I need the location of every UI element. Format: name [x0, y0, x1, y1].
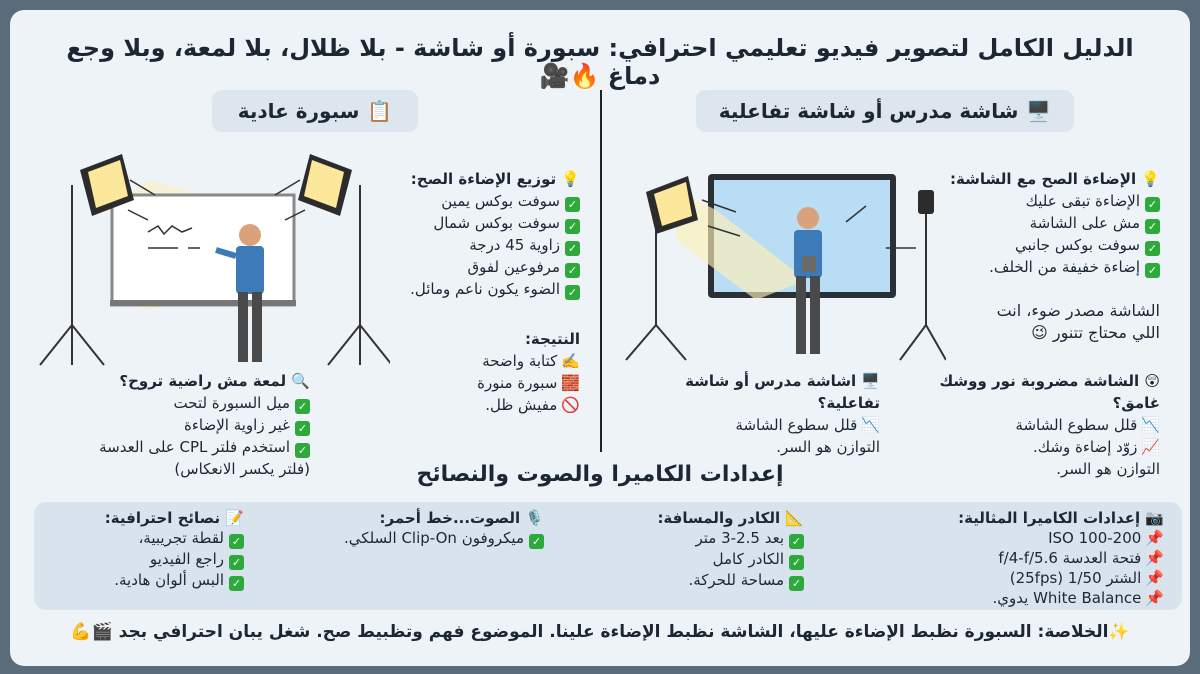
list-item: ✓الكادر كامل [644, 549, 804, 570]
list-item: ✓لقطة تجريبية، [84, 528, 244, 549]
check-icon: ✓ [565, 285, 580, 300]
whiteboard-header [212, 90, 418, 132]
list-item: ✓مساحة للحركة. [644, 570, 804, 591]
check-icon: ✓ [789, 534, 804, 549]
infographic-card [10, 10, 1190, 666]
list-item: ✓غير زاوية الإضاءة [70, 414, 310, 436]
screen-question-heading: 🖥️ اشاشة مدرس أو شاشة تفاعلية؟ [685, 372, 880, 412]
camera-settings-column [914, 508, 1164, 608]
balance-note: التوازن هو السر. [776, 438, 880, 456]
list-item: ✓استخدم فلتر CPL على العدسة [70, 436, 310, 458]
whiteboard-glare-list [70, 370, 310, 480]
settings-section-title: إعدادات الكاميرا والصوت والنصائح [416, 462, 784, 487]
list-item: 📈زوّد إضاءة وشك. [1033, 438, 1160, 456]
framing-heading: 📐 الكادر والمسافة: [657, 509, 804, 527]
list-item: 📉قلل سطوع الشاشة [1015, 416, 1160, 434]
chart-up-icon: 📈 [1141, 438, 1160, 456]
list-item: ✓ميكروفون Clip-On السلكي. [314, 528, 544, 549]
check-icon: ✓ [229, 555, 244, 570]
list-item: ✓سوفت بوكس يمين [390, 190, 580, 212]
list-item: ✍️كتابة واضحة [482, 352, 580, 370]
list-item: 🚫مفيش ظل. [485, 396, 580, 414]
glare-note: (فلتر يكسر الانعكاس) [174, 460, 310, 478]
whiteboard-lighting-list [390, 168, 580, 300]
tips-heading: 📝 نصائح احترافية: [104, 509, 244, 527]
list-item: ✓بعد 2.5-3 متر [644, 528, 804, 549]
check-icon: ✓ [789, 576, 804, 591]
clipboard-icon: 📋 [367, 99, 393, 123]
pin-icon: 📌 [1145, 529, 1164, 547]
list-item: ✓مرفوعين لفوق [390, 256, 580, 278]
check-icon: ✓ [1145, 263, 1160, 278]
list-item: ✓البس ألوان هادية. [84, 570, 244, 591]
list-item: ✓سوفت بوكس جانبي [930, 234, 1160, 256]
monitor-icon: 🖥️ [1026, 99, 1052, 123]
list-item: 📉قلل سطوع الشاشة [735, 416, 880, 434]
page-title: الدليل الكامل لتصوير فيديو تعليمي احترافي: سبورة أو شاشة - بلا ظلال، بلا لمعة، وبلا وجع دماغ 🔥🎥 [66, 34, 1134, 90]
screen-illustration [616, 160, 946, 370]
screen-lighting-heading: 💡 الإضاءة الصح مع الشاشة: [950, 170, 1160, 188]
screen-header [696, 90, 1074, 132]
list-item: 📌White Balance يدوي. [992, 589, 1164, 607]
check-icon: ✓ [295, 443, 310, 458]
check-icon: ✓ [1145, 219, 1160, 234]
prohibited-icon: 🚫 [561, 396, 580, 414]
summary-line: ✨الخلاصة: السبورة نظبط الإضاءة عليها، الشاشة نظبط الإضاءة علينا. الموضوع فهم وتظبيط صح. شغل يبان احترافي بجد 🎬💪 [70, 622, 1130, 642]
whiteboard-illustration [30, 140, 390, 370]
chart-down-icon: 📉 [1141, 416, 1160, 434]
tips-column [84, 508, 244, 591]
audio-heading: 🎙️ الصوت...خط أحمر: [379, 509, 544, 527]
screen-question-list [620, 370, 880, 458]
writing-hand-icon: ✍️ [561, 352, 580, 370]
list-item: ✓الإضاءة تبقى عليك [930, 190, 1160, 212]
pin-icon: 📌 [1145, 569, 1164, 587]
check-icon: ✓ [565, 241, 580, 256]
list-item: ✓راجع الفيديو [84, 549, 244, 570]
screen-header-label: شاشة مدرس أو شاشة تفاعلية [718, 99, 1019, 123]
check-icon: ✓ [1145, 197, 1160, 212]
audio-column [314, 508, 544, 549]
whiteboard-header-label: سبورة عادية [237, 99, 360, 123]
check-icon: ✓ [229, 576, 244, 591]
list-item: ✓الضوء يكون ناعم ومائل. [390, 278, 580, 300]
column-divider [600, 90, 602, 452]
check-icon: ✓ [229, 534, 244, 549]
list-item: ✓إضاءة خفيفة من الخلف. [930, 256, 1160, 278]
brick-icon: 🧱 [561, 374, 580, 392]
list-item: ✓ميل السبورة لتحت [70, 392, 310, 414]
screen-light-note: الشاشة مصدر ضوء، انت اللي محتاج تتنور 😉 [996, 301, 1160, 342]
screen-dark-face-list [890, 370, 1160, 480]
whiteboard-result-heading: النتيجة: [524, 330, 580, 348]
framing-column [644, 508, 804, 591]
screen-dark-heading: 😲 الشاشة مضروبة نور ووشك غامق؟ [939, 372, 1160, 412]
list-item: ✓مش على الشاشة [930, 212, 1160, 234]
pin-icon: 📌 [1145, 589, 1164, 607]
list-item: 📌فتحة العدسة f/4-f/5.6 [998, 549, 1164, 567]
balance-note: التوازن هو السر. [1056, 460, 1160, 478]
list-item: ✓زاوية 45 درجة [390, 234, 580, 256]
whiteboard-result-list [430, 328, 580, 416]
chart-down-icon: 📉 [861, 416, 880, 434]
list-item: ✓سوفت بوكس شمال [390, 212, 580, 234]
check-icon: ✓ [789, 555, 804, 570]
check-icon: ✓ [295, 399, 310, 414]
check-icon: ✓ [565, 263, 580, 278]
settings-panel [34, 502, 1182, 610]
list-item: 📌الشتر 1/50 (25fps) [1009, 569, 1164, 587]
list-item: 🧱سبورة منورة [477, 374, 580, 392]
check-icon: ✓ [295, 421, 310, 436]
screen-lighting-list [930, 168, 1160, 278]
check-icon: ✓ [565, 219, 580, 234]
check-icon: ✓ [1145, 241, 1160, 256]
whiteboard-lighting-heading: 💡 توزيع الإضاءة الصح: [410, 170, 580, 188]
camera-settings-heading: 📷 إعدادات الكاميرا المثالية: [958, 509, 1164, 527]
list-item: 📌ISO 100-200 [1048, 529, 1164, 547]
whiteboard-glare-heading: 🔍 لمعة مش راضية تروح؟ [119, 372, 310, 390]
check-icon: ✓ [565, 197, 580, 212]
check-icon: ✓ [529, 534, 544, 549]
pin-icon: 📌 [1145, 549, 1164, 567]
